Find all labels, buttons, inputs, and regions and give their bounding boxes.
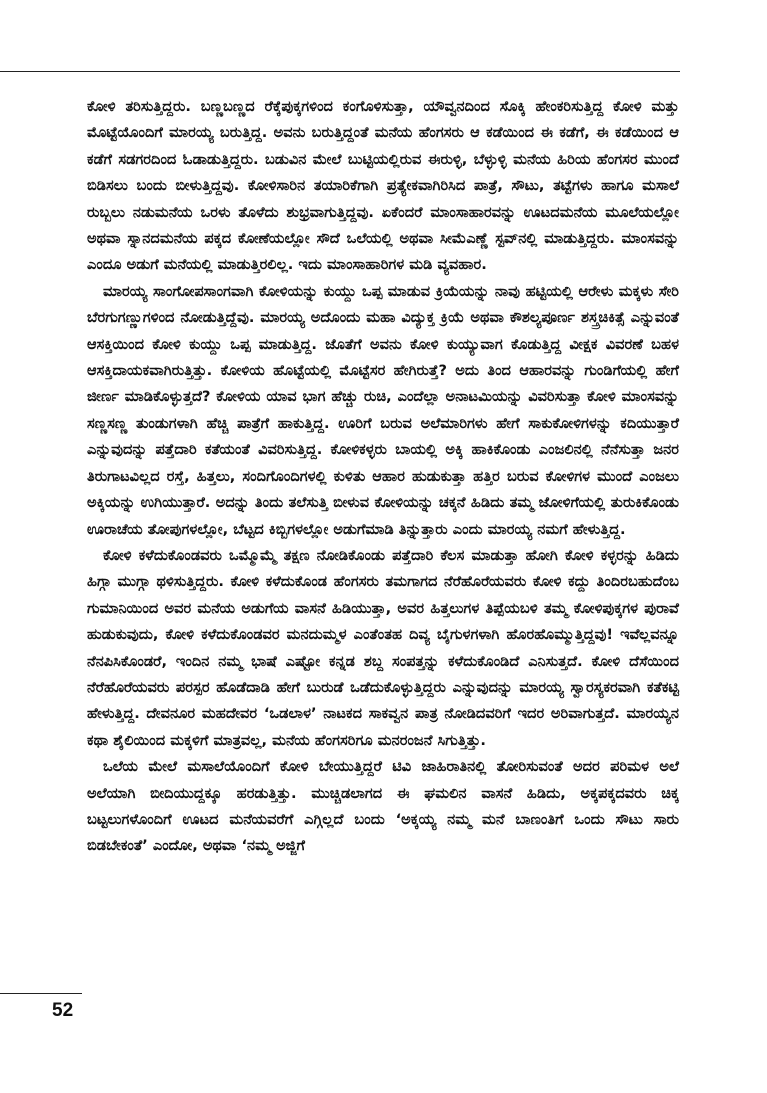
paragraph-3: ಕೋಳಿ ಕಳೆದುಕೊಂಡವರು ಒಮ್ಮೊಮ್ಮೆ ತಕ್ಷಣ ನೋಡಿಕೊಂಡು ಪತ್ತೆದಾರಿ ಕೆಲಸ ಮಾಡುತ್ತಾ ಹೋಗಿ ಕೋಳಿ ಕಳ್ಳರನ್ನು ಹಿಡಿದು ಹಿಗ್ಗಾ ಮುಗ್ಗಾ ಥಳಿಸುತ್ತಿದ್ದರು. ಕೋಳಿ ಕಳೆದುಕೊಂಡ ಹೆಂಗಸರು ತಮಗಾಗದ ನೆರೆಹೊರೆಯವರು ಕೋಳಿ ಕದ್ದು ತಿಂದಿರಬಹುದೆಂಬ ಗುಮಾನಿಯಿಂದ ಅವರ ಮನೆಯ ಅಡುಗೆಯ ವಾಸನೆ ಹಿಡಿಯುತ್ತಾ, ಅವರ ಹಿತ್ತಲುಗಳ ತಿಪ್ಪೆಯಬಳಿ ತಮ್ಮ ಕೋಳಿಪುಕ್ಕಗಳ ಪುರಾವೆ ಹುಡುಕುವುದು, ಕೋಳಿ ಕಳೆದುಕೊಂಡವರ ಮನದುಮ್ಮಳ ಎಂತೆಂತಹ ದಿವ್ಯ ಬೈಗುಳಗಳಾಗಿ ಹೊರಹೊಮ್ಮುತ್ತಿದ್ದವು! ಇವೆಲ್ಲವನ್ನೂ ನೆನಪಿಸಿಕೊಂಡರೆ, ಇಂದಿನ ನಮ್ಮ ಭಾಷೆ ಎಷ್ಟೋ ಕನ್ನಡ ಶಬ್ದ ಸಂಪತ್ತನ್ನು ಕಳೆದುಕೊಂಡಿದೆ ಎನಿಸುತ್ತದೆ. ಕೋಳಿ ದೆಸೆಯಿಂದ ನೆರೆಹೊರೆಯವರು ಪರಸ್ಪರ ಹೊಡೆದಾಡಿ ಹೇಗೆ ಬುರುಡೆ ಒಡೆದುಕೊಳ್ಳುತ್ತಿದ್ದರು ಎನ್ನುವುದನ್ನು ಮಾರಯ್ಯ ಸ್ವಾರಸ್ಯಕರವಾಗಿ ಕತೆಕಟ್ಟಿ ಹೇಳುತ್ತಿದ್ದ. ದೇವನೂರ ಮಹದೇವರ ‘ಒಡಲಾಳ’ ನಾಟಕದ ಸಾಕವ್ವನ ಪಾತ್ರ ನೋಡಿದವರಿಗೆ ಇದರ ಅರಿವಾಗುತ್ತದೆ. ಮಾರಯ್ಯನ ಕಥಾ ಶೈಲಿಯಿಂದ ಮಕ್ಕಳಿಗೆ ಮಾತ್ರವಲ್ಲ, ಮನೆಯ ಹೆಂಗಸರಿಗೂ ಮನರಂಜನೆ ಸಿಗುತ್ತಿತ್ತು. (87, 546, 679, 749)
paragraph-1: ಕೋಳಿ ತರಿಸುತ್ತಿದ್ದರು. ಬಣ್ಣಬಣ್ಣದ ರೆಕ್ಕೆಪುಕ್ಕಗಳಿಂದ ಕಂಗೊಳಿಸುತ್ತಾ, ಯೌವ್ವನದಿಂದ ಸೊಕ್ಕಿ ಹೇಂಕರಿಸುತ್ತಿದ್ದ ಕೋಳಿ ಮತ್ತು ಮೊಟ್ಟೆಯೊಂದಿಗೆ ಮಾರಯ್ಯ ಬರುತ್ತಿದ್ದ. ಅವನು ಬರುತ್ತಿದ್ದಂತೆ ಮನೆಯ ಹೆಂಗಸರು ಆ ಕಡೆಯಿಂದ ಈ ಕಡೆಗೆ, ಈ ಕಡೆಯಿಂದ ಆ ಕಡೆಗೆ ಸಡಗರದಿಂದ ಓಡಾಡುತ್ತಿದ್ದರು. ಬಡುವಿನ ಮೇಲೆ ಬುಟ್ಟಿಯಲ್ಲಿರುವ ಈರುಳ್ಳಿ, ಬೆಳ್ಳುಳ್ಳಿ ಮನೆಯ ಹಿರಿಯ ಹೆಂಗಸರ ಮುಂದೆ ಬಿಡಿಸಲು ಬಂದು ಬೀಳುತ್ತಿದ್ದವು. ಕೋಳಿಸಾರಿನ ತಯಾರಿಕೆಗಾಗಿ ಪ್ರತ್ಯೇಕವಾಗಿರಿಸಿದ ಪಾತ್ರೆ, ಸೌಟು, ತಟ್ಟೆಗಳು ಹಾಗೂ ಮಸಾಲೆ ರುಬ್ಬಲು ನಡುಮನೆಯ ಒರಳು ತೊಳೆದು ಶುಭ್ರವಾಗುತ್ತಿದ್ದವು. ಏಕೆಂದರೆ ಮಾಂಸಾಹಾರವನ್ನು ಊಟದಮನೆಯ ಮೂಲೆಯಲ್ಲೋ ಅಥವಾ ಸ್ನಾನದಮನೆಯ ಪಕ್ಕದ ಕೋಣೆಯಲ್ಲೋ ಸೌದೆ ಒಲೆಯಲ್ಲಿ ಅಥವಾ ಸೀಮೆಎಣ್ಣೆ ಸ್ಟವ್‌ನಲ್ಲಿ ಮಾಡುತ್ತಿದ್ದರು. ಮಾಂಸವನ್ನು ಎಂದೂ ಅಡುಗೆ ಮನೆಯಲ್ಲಿ ಮಾಡುತ್ತಿರಲಿಲ್ಲ. ಇದು ಮಾಂಸಾಹಾರಿಗಳ ಮಡಿ ವ್ಯವಹಾರ. (87, 98, 679, 274)
body-text (87, 94, 679, 860)
footer-rule (0, 993, 82, 994)
header-rule (0, 71, 680, 72)
paragraph-2: ಮಾರಯ್ಯ ಸಾಂಗೋಪಸಾಂಗವಾಗಿ ಕೋಳಿಯನ್ನು ಕುಯ್ದು ಒಪ್ಪ ಮಾಡುವ ಕ್ರಿಯೆಯನ್ನು ನಾವು ಹಟ್ಟಿಯಲ್ಲಿ ಆರೇಳು ಮಕ್ಕಳು ಸೇರಿ ಬೆರಗುಗಣ್ಣುಗಳಿಂದ ನೋಡುತ್ತಿದ್ದೆವು. ಮಾರಯ್ಯ ಅದೊಂದು ಮಹಾ ವಿದ್ಯುಕ್ತ ಕ್ರಿಯೆ ಅಥವಾ ಕೌಶಲ್ಯಪೂರ್ಣ ಶಸ್ತ್ರಚಿಕಿತ್ಸೆ ಎನ್ನುವಂತೆ ಆಸಕ್ತಿಯಿಂದ ಕೋಳಿ ಕುಯ್ದು ಒಪ್ಪ ಮಾಡುತ್ತಿದ್ದ. ಜೊತೆಗೆ ಅವನು ಕೋಳಿ ಕುಯ್ಯುವಾಗ ಕೊಡುತ್ತಿದ್ದ ವೀಕ್ಷಕ ವಿವರಣೆ ಬಹಳ ಆಸಕ್ತಿದಾಯಕವಾಗಿರುತ್ತಿತ್ತು. ಕೋಳಿಯ ಹೊಟ್ಟೆಯಲ್ಲಿ ಮೊಟ್ಟೆಸರ ಹೇಗಿರುತ್ತೆ? ಅದು ತಿಂದ ಆಹಾರವನ್ನು ಗುಂಡಿಗೆಯಲ್ಲಿ ಹೇಗೆ ಜೀರ್ಣ ಮಾಡಿಕೊಳ್ಳುತ್ತದೆ? ಕೋಳಿಯ ಯಾವ ಭಾಗ ಹೆಚ್ಚು ರುಚಿ, ಎಂದೆಲ್ಲಾ ಅನಾಟಮಿಯನ್ನು ವಿವರಿಸುತ್ತಾ ಕೋಳಿ ಮಾಂಸವನ್ನು ಸಣ್ಣಸಣ್ಣ ತುಂಡುಗಳಾಗಿ ಹೆಚ್ಚಿ ಪಾತ್ರೆಗೆ ಹಾಕುತ್ತಿದ್ದ. ಊರಿಗೆ ಬರುವ ಅಲೆಮಾರಿಗಳು ಹೇಗೆ ಸಾಕುಕೋಳಿಗಳನ್ನು ಕದಿಯುತ್ತಾರೆ ಎನ್ನುವುದನ್ನು ಪತ್ತೆದಾರಿ ಕತೆಯಂತೆ ವಿವರಿಸುತ್ತಿದ್ದ. ಕೋಳಿಕಳ್ಳರು ಬಾಯಲ್ಲಿ ಅಕ್ಕಿ ಹಾಕಿಕೊಂಡು ಎಂಜಲಿನಲ್ಲಿ ನೆನೆಸುತ್ತಾ ಜನರ ತಿರುಗಾಟವಿಲ್ಲದ ರಸ್ತೆ, ಹಿತ್ತಲು, ಸಂದಿಗೊಂದಿಗಳಲ್ಲಿ ಕುಳಿತು ಆಹಾರ ಹುಡುಕುತ್ತಾ ಹತ್ತಿರ ಬರುವ ಕೋಳಿಗಳ ಮುಂದೆ ಎಂಜಲು ಅಕ್ಕಿಯನ್ನು ಉಗಿಯುತ್ತಾರೆ. ಅದನ್ನು ತಿಂದು ತಲೆಸುತ್ತಿ ಬೀಳುವ ಕೋಳಿಯನ್ನು ಚಕ್ಕನೆ ಹಿಡಿದು ತಮ್ಮ ಜೋಳಿಗೆಯಲ್ಲಿ ತುರುಕಿಕೊಂಡು ಊರಾಚೆಯ ತೋಪುಗಳಲ್ಲೋ, ಬೆಟ್ಟದ ಕಿಬ್ಬಿಗಳಲ್ಲೋ ಅಡುಗೆಮಾಡಿ ತಿನ್ನುತ್ತಾರು ಎಂದು ಮಾರಯ್ಯ ನಮಗೆ ಹೇಳುತ್ತಿದ್ದ. (87, 282, 679, 538)
paragraph-4: ಒಲೆಯ ಮೇಲೆ ಮಸಾಲೆಯೊಂದಿಗೆ ಕೋಳಿ ಬೇಯುತ್ತಿದ್ದರೆ ಟಿವಿ ಜಾಹಿರಾತಿನಲ್ಲಿ ತೋರಿಸುವಂತೆ ಅದರ ಪರಿಮಳ ಅಲೆ ಅಲೆಯಾಗಿ ಬೀದಿಯುದ್ದಕ್ಕೂ ಹರಡುತ್ತಿತ್ತು. ಮುಚ್ಚಿಡಲಾಗದ ಈ ಘಮಲಿನ ವಾಸನೆ ಹಿಡಿದು, ಅಕ್ಕಪಕ್ಕದವರು ಚಿಕ್ಕ ಬಟ್ಟಲುಗಳೊಂದಿಗೆ ಊಟದ ಮನೆಯವರೆಗೆ ಎಗ್ಗಿಲ್ಲದೆ ಬಂದು ‘ಅಕ್ಕಯ್ಯ ನಮ್ಮ ಮನೆ ಬಾಣಂತಿಗೆ ಒಂದು ಸೌಟು ಸಾರು ಬಿಡಬೇಕಂತೆ’ ಎಂದೋ, ಅಥವಾ ‘ನಮ್ಮ ಅಜ್ಜಿಗೆ (87, 758, 679, 855)
page-number: 52 (52, 1000, 74, 1021)
